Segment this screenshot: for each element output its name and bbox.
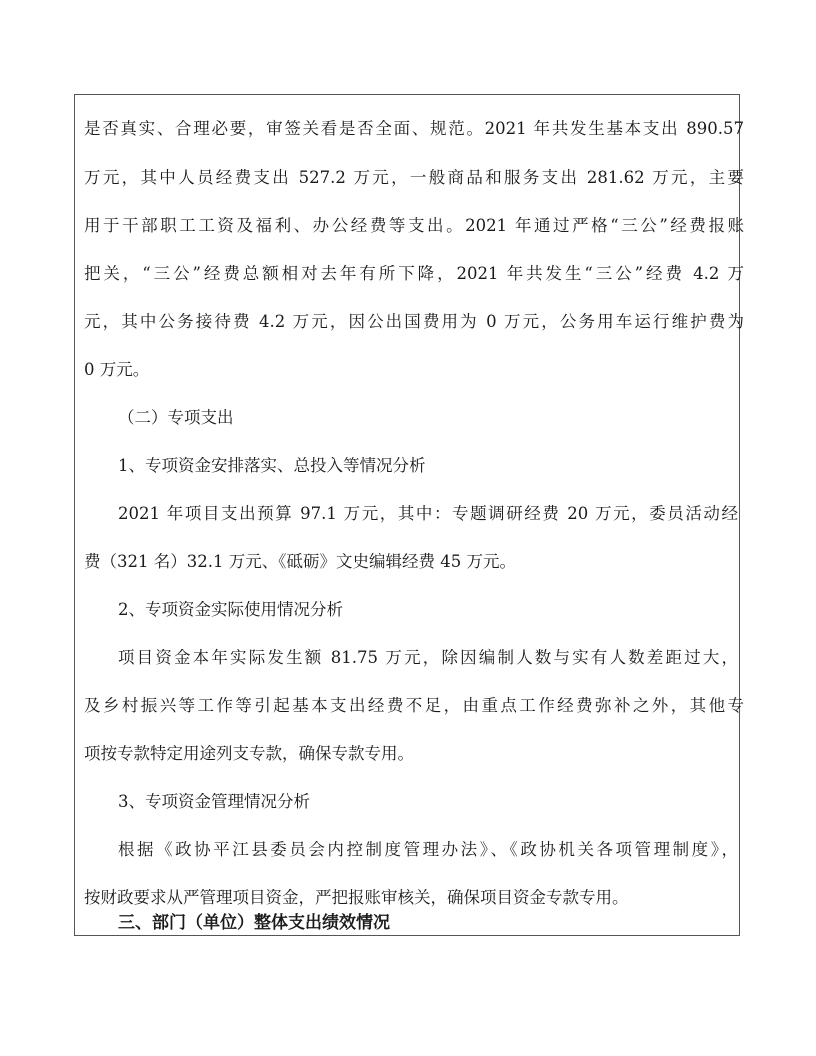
paragraph-line: 2021 年项目支出预算 97.1 万元，其中：专题调研经费 20 万元，委员活动经 (118, 504, 738, 523)
paragraph-line: 项按专款特定用途列支专款，确保专款专用。 (84, 744, 414, 763)
paragraph-line: 费（321 名）32.1 万元、《砥砺》文史编辑经费 45 万元。 (84, 552, 516, 571)
paragraph-line: 把关，“三公”经费总额相对去年有所下降，2021 年共发生“三公”经费 4.2 万 (84, 264, 744, 283)
paragraph-line: 元，其中公务接待费 4.2 万元，因公出国费用为 0 万元，公务用车运行维护费为 (84, 312, 744, 331)
subsection-heading: 3、专项资金管理情况分析 (118, 792, 310, 811)
subsection-heading: 2、专项资金实际使用情况分析 (118, 600, 343, 619)
paragraph-line: 按财政要求从严管理项目资金，严把报账审核关，确保项目资金专款专用。 (84, 888, 629, 907)
chapter-heading: 三、部门（单位）整体支出绩效情况 (118, 913, 390, 933)
paragraph-line: 用于干部职工工资及福利、办公经费等支出。2021 年通过严格“三公”经费报账 (84, 216, 744, 235)
paragraph-line: 及乡村振兴等工作等引起基本支出经费不足，由重点工作经费弥补之外，其他专 (84, 696, 744, 715)
paragraph-line: 是否真实、合理必要，审签关看是否全面、规范。2021 年共发生基本支出 890.57 (84, 119, 744, 138)
subsection-heading: 1、专项资金安排落实、总投入等情况分析 (118, 456, 426, 475)
paragraph-line: 项目资金本年实际发生额 81.75 万元，除因编制人数与实有人数差距过大， (118, 648, 738, 667)
paragraph-line: 0 万元。 (84, 360, 150, 379)
paragraph-line: 万元，其中人员经费支出 527.2 万元，一般商品和服务支出 281.62 万元，主要 (84, 168, 744, 187)
paragraph-line: 根据《政协平江县委员会内控制度管理办法》、《政协机关各项管理制度》， (118, 840, 738, 859)
section-heading: （二）专项支出 (118, 408, 234, 427)
